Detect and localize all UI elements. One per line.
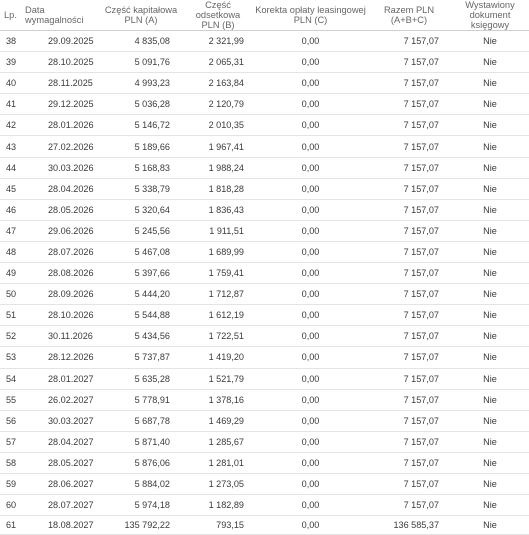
cell-due-date: 28.04.2027 [22,431,100,452]
cell-total: 7 157,07 [367,199,451,220]
cell-capital: 5 189,66 [100,136,182,157]
cell-correction: 0,00 [254,389,367,410]
column-header-interest: Część odsetkowa PLN (B) [182,0,254,31]
cell-due-date: 28.07.2027 [22,495,100,516]
cell-correction: 0,00 [254,115,367,136]
cell-correction: 0,00 [254,495,367,516]
cell-total: 7 157,07 [367,115,451,136]
cell-total: 7 157,07 [367,495,451,516]
cell-lp: 56 [0,410,22,431]
table-row [0,305,529,326]
cell-total: 7 157,07 [367,94,451,115]
table-row [0,157,529,178]
cell-document: Nie [451,326,529,347]
table-row [0,136,529,157]
table-row [0,263,529,284]
cell-total: 7 157,07 [367,347,451,368]
cell-lp: 43 [0,136,22,157]
cell-document: Nie [451,347,529,368]
cell-capital: 5 146,72 [100,115,182,136]
cell-interest: 1 967,41 [182,136,254,157]
cell-document: Nie [451,368,529,389]
cell-total: 7 157,07 [367,284,451,305]
cell-document: Nie [451,263,529,284]
cell-due-date: 28.05.2027 [22,452,100,473]
cell-lp: 47 [0,220,22,241]
cell-interest: 2 065,31 [182,52,254,73]
cell-due-date: 28.11.2025 [22,73,100,94]
cell-document: Nie [451,516,529,535]
table-row [0,52,529,73]
cell-interest: 1 818,28 [182,178,254,199]
cell-lp: 60 [0,495,22,516]
cell-due-date: 30.03.2027 [22,410,100,431]
cell-lp: 58 [0,452,22,473]
cell-document: Nie [451,178,529,199]
cell-interest: 1 836,43 [182,199,254,220]
cell-document: Nie [451,199,529,220]
column-header-capital: Część kapitałowa PLN (A) [100,0,182,31]
cell-interest: 2 120,79 [182,94,254,115]
cell-lp: 46 [0,199,22,220]
table-row [0,199,529,220]
cell-correction: 0,00 [254,284,367,305]
cell-due-date: 18.08.2027 [22,516,100,535]
cell-lp: 51 [0,305,22,326]
cell-capital: 5 687,78 [100,410,182,431]
cell-capital: 5 338,79 [100,178,182,199]
cell-lp: 57 [0,431,22,452]
cell-correction: 0,00 [254,516,367,535]
cell-document: Nie [451,73,529,94]
cell-lp: 52 [0,326,22,347]
cell-interest: 1 273,05 [182,473,254,494]
cell-lp: 45 [0,178,22,199]
cell-interest: 1 911,51 [182,220,254,241]
cell-lp: 42 [0,115,22,136]
cell-correction: 0,00 [254,178,367,199]
cell-interest: 1 689,99 [182,241,254,262]
cell-interest: 1 712,87 [182,284,254,305]
cell-capital: 5 871,40 [100,431,182,452]
cell-correction: 0,00 [254,241,367,262]
cell-due-date: 29.06.2026 [22,220,100,241]
cell-correction: 0,00 [254,94,367,115]
table-header-row [0,0,529,31]
cell-correction: 0,00 [254,199,367,220]
cell-lp: 55 [0,389,22,410]
cell-capital: 5 091,76 [100,52,182,73]
cell-due-date: 27.02.2026 [22,136,100,157]
cell-due-date: 30.11.2026 [22,326,100,347]
cell-lp: 44 [0,157,22,178]
cell-correction: 0,00 [254,368,367,389]
cell-total: 7 157,07 [367,220,451,241]
cell-capital: 5 245,56 [100,220,182,241]
table-row [0,452,529,473]
cell-document: Nie [451,495,529,516]
table-row [0,368,529,389]
table-row [0,220,529,241]
cell-lp: 61 [0,516,22,535]
table-row [0,73,529,94]
cell-capital: 5 635,28 [100,368,182,389]
cell-correction: 0,00 [254,326,367,347]
cell-capital: 5 544,88 [100,305,182,326]
cell-capital: 5 974,18 [100,495,182,516]
table-row [0,389,529,410]
column-header-due-date: Data wymagalności [22,0,100,31]
cell-interest: 1 469,29 [182,410,254,431]
cell-lp: 53 [0,347,22,368]
cell-total: 7 157,07 [367,452,451,473]
cell-correction: 0,00 [254,410,367,431]
cell-interest: 1 988,24 [182,157,254,178]
table-row [0,178,529,199]
cell-total: 7 157,07 [367,241,451,262]
table-row [0,495,529,516]
table-row [0,410,529,431]
cell-interest: 1 759,41 [182,263,254,284]
cell-document: Nie [451,284,529,305]
cell-interest: 1 182,89 [182,495,254,516]
cell-correction: 0,00 [254,52,367,73]
cell-total: 7 157,07 [367,431,451,452]
cell-interest: 1 285,67 [182,431,254,452]
cell-due-date: 28.07.2026 [22,241,100,262]
cell-capital: 5 737,87 [100,347,182,368]
cell-correction: 0,00 [254,347,367,368]
column-header-document: Wystawiony dokument księgowy [451,0,529,31]
table-row [0,431,529,452]
cell-due-date: 28.05.2026 [22,199,100,220]
cell-due-date: 28.12.2026 [22,347,100,368]
table-row [0,473,529,494]
table-row [0,94,529,115]
cell-total: 7 157,07 [367,473,451,494]
cell-interest: 2 010,35 [182,115,254,136]
cell-due-date: 29.09.2025 [22,31,100,52]
cell-document: Nie [451,431,529,452]
cell-total: 7 157,07 [367,305,451,326]
cell-interest: 1 722,51 [182,326,254,347]
cell-interest: 1 378,16 [182,389,254,410]
cell-correction: 0,00 [254,263,367,284]
cell-capital: 5 884,02 [100,473,182,494]
table-row [0,241,529,262]
cell-correction: 0,00 [254,157,367,178]
cell-total: 7 157,07 [367,136,451,157]
cell-document: Nie [451,452,529,473]
column-header-lp: Lp. [0,0,22,31]
cell-document: Nie [451,52,529,73]
cell-total: 7 157,07 [367,410,451,431]
cell-total: 7 157,07 [367,326,451,347]
cell-total: 7 157,07 [367,389,451,410]
table-row [0,115,529,136]
table-body [0,31,529,535]
cell-correction: 0,00 [254,136,367,157]
cell-document: Nie [451,220,529,241]
cell-due-date: 28.01.2026 [22,115,100,136]
cell-total: 7 157,07 [367,52,451,73]
cell-due-date: 28.01.2027 [22,368,100,389]
cell-document: Nie [451,94,529,115]
cell-interest: 793,15 [182,516,254,535]
table-row [0,516,529,535]
cell-due-date: 30.03.2026 [22,157,100,178]
cell-correction: 0,00 [254,73,367,94]
cell-lp: 59 [0,473,22,494]
cell-total: 7 157,07 [367,178,451,199]
cell-due-date: 28.10.2026 [22,305,100,326]
cell-total: 7 157,07 [367,368,451,389]
cell-total: 7 157,07 [367,263,451,284]
cell-document: Nie [451,31,529,52]
cell-due-date: 29.12.2025 [22,94,100,115]
cell-total: 136 585,37 [367,516,451,535]
table-row [0,31,529,52]
cell-interest: 1 612,19 [182,305,254,326]
cell-document: Nie [451,410,529,431]
cell-document: Nie [451,305,529,326]
cell-capital: 4 835,08 [100,31,182,52]
table-row [0,347,529,368]
cell-document: Nie [451,115,529,136]
cell-due-date: 28.08.2026 [22,263,100,284]
cell-document: Nie [451,389,529,410]
cell-interest: 2 321,99 [182,31,254,52]
cell-capital: 5 467,08 [100,241,182,262]
cell-interest: 1 281,01 [182,452,254,473]
table-row [0,326,529,347]
table-row [0,284,529,305]
cell-total: 7 157,07 [367,157,451,178]
cell-capital: 135 792,22 [100,516,182,535]
cell-lp: 41 [0,94,22,115]
cell-capital: 5 320,64 [100,199,182,220]
cell-lp: 39 [0,52,22,73]
cell-due-date: 28.04.2026 [22,178,100,199]
cell-interest: 1 419,20 [182,347,254,368]
cell-document: Nie [451,241,529,262]
cell-total: 7 157,07 [367,31,451,52]
cell-capital: 5 397,66 [100,263,182,284]
cell-capital: 5 778,91 [100,389,182,410]
cell-capital: 5 434,56 [100,326,182,347]
cell-capital: 5 168,83 [100,157,182,178]
cell-document: Nie [451,473,529,494]
cell-lp: 49 [0,263,22,284]
cell-correction: 0,00 [254,305,367,326]
cell-document: Nie [451,157,529,178]
cell-correction: 0,00 [254,473,367,494]
cell-correction: 0,00 [254,220,367,241]
cell-due-date: 28.09.2026 [22,284,100,305]
cell-capital: 5 876,06 [100,452,182,473]
cell-correction: 0,00 [254,431,367,452]
cell-due-date: 28.10.2025 [22,52,100,73]
cell-lp: 38 [0,31,22,52]
cell-due-date: 28.06.2027 [22,473,100,494]
cell-lp: 50 [0,284,22,305]
column-header-correction: Korekta opłaty leasingowej PLN (C) [254,0,367,31]
cell-document: Nie [451,136,529,157]
cell-lp: 48 [0,241,22,262]
cell-lp: 54 [0,368,22,389]
cell-total: 7 157,07 [367,73,451,94]
column-header-total: Razem PLN (A+B+C) [367,0,451,31]
cell-correction: 0,00 [254,31,367,52]
cell-correction: 0,00 [254,452,367,473]
cell-interest: 1 521,79 [182,368,254,389]
cell-interest: 2 163,84 [182,73,254,94]
cell-capital: 5 036,28 [100,94,182,115]
cell-due-date: 26.02.2027 [22,389,100,410]
cell-lp: 40 [0,73,22,94]
cell-capital: 4 993,23 [100,73,182,94]
cell-capital: 5 444,20 [100,284,182,305]
